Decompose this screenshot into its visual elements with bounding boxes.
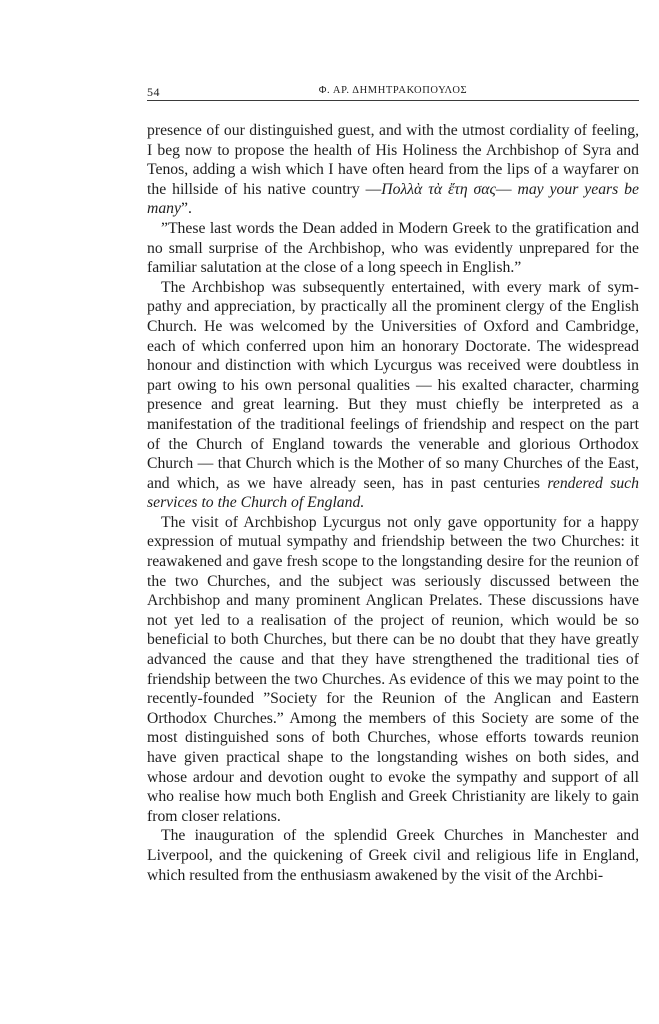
paragraph-4: The visit of Archbishop Lycurgus not only gave opportunity for a happy expression of mutual sympathy and friendship between the two Churches: it reawakened and gave fresh scope to the longstanding desire for the reunion of the two Churches, and the subject was seriously discussed between the Archbishop and many prominent Anglican Prelates. These discussions have not yet led to a realisation of the project of reunion, which would be so beneficial to both Churches, but there can be no doubt that they have greatly advanced the cause and that they have strengthened the traditional ties of friendship between the two Churches. As evidence of this we may point to the recently-founded ”Society for the Reunion of the Anglican and Eastern Orthodox Churches.” Among the members of this Society are some of the most distinguished sons of both Churches, whose efforts towards reunion have given practical shape to the longstanding wishes on both sides, and whose ardour and devotion ought to evoke the sympathy and support of all who realise how much both English and Greek Christianity are likely to gain from closer relations. [147, 513, 639, 825]
body-text [147, 121, 639, 885]
paragraph-3 [147, 278, 639, 513]
paragraph-5: The inauguration of the splendid Greek Churches in Manchester and Liverpool, and the quickening of Greek civil and religious life in England, which resulted from the enthusiasm awakened by the visit of the Archbi- [147, 827, 639, 884]
page-header [147, 85, 639, 101]
page-number: 54 [147, 85, 160, 99]
greek-phrase: Πολλὰ τὰ ἔτη σας [381, 180, 496, 198]
paragraph-1 [147, 121, 639, 219]
greek-translation: may your years be many [147, 180, 639, 218]
paragraph-3-italic: rendered such services to the Church of England. [147, 474, 639, 512]
paragraph-2: ”These last words the Dean added in Modern Greek to the gratification and no small surprise of the Archbishop, who was evidently unprepared for the familiar salutation at the close of a long speech in English.” [147, 219, 639, 277]
paragraph-1-text: presence of our distinguished guest, and with the utmost cordiality of feeling, I beg now to propose the health of His Holiness the Archbishop of Syra and Tenos, adding a wish which I have often heard from the lips of a wayfarer on the hillside of his native country — [147, 122, 639, 198]
running-head: Φ. ΑΡ. ΔΗΜΗΤΡΑΚΟΠΟΥΛΟΣ [318, 85, 468, 96]
paragraph-1-dash: — [495, 180, 518, 198]
paragraph-3-text: The Archbishop was subsequently entertained, with every mark of sympathy and appreciation, by practically all the prominent clergy of the English Church. He was welcomed by the Universities of Oxford and Cambridge, each of which conferred upon him an honorary Doctorate. The widespread honour and distinction with which Lycurgus was received were doubtless in part owing to his own personal qualities — his exalted character, charming presence and great learning. But they must chiefly be interpreted as a manifestation of the traditional feelings of friendship and respect on the part of the Church of England towards the venerable and glorious Orthodox Church — that Church which is the Mother of so many Churches of the East, and which, as we have already seen, has in past centuries [147, 278, 639, 492]
paragraph-1-end: ”. [180, 200, 192, 218]
